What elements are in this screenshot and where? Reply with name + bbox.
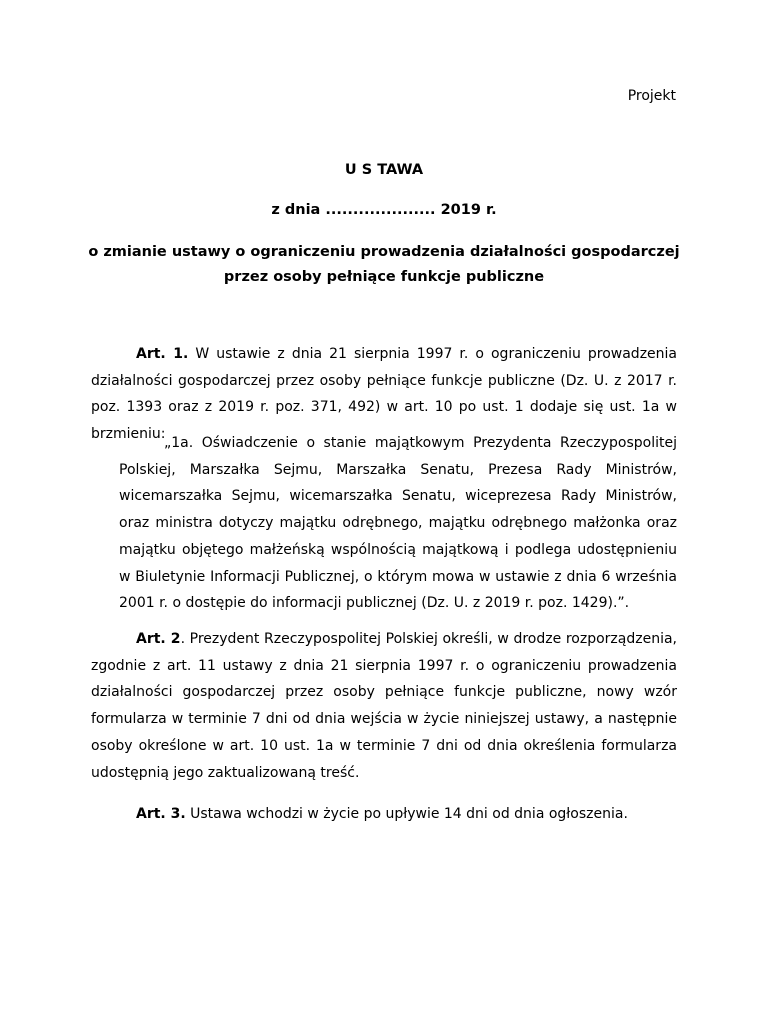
act-subject-line-1: o zmianie ustawy o ograniczeniu prowadzenia działalności gospodarczej xyxy=(88,244,680,260)
act-subject-line-2: przez osoby pełniące funkcje publiczne xyxy=(223,269,545,285)
article-1-label: Art. 1. xyxy=(136,346,189,362)
draft-status-label: Projekt xyxy=(627,88,676,104)
article-3-text: Ustawa wchodzi w życie po upływie 14 dni od dnia ogłoszenia. xyxy=(190,806,628,822)
article-2-label: Art. 2 xyxy=(136,631,181,647)
article-2-text: . Prezydent Rzeczypospolitej Polskiej określi, w drodze rozporządzenia, zgodnie z art. 11 ustawy z dnia 21 sierpnia 1997 r. o ograniczeniu prowadzenia działalności gospodarczej przez osoby pełniące funkcje publiczne, nowy wzór formularza w terminie 7 dni od dnia wejścia w życie niniejszej ustawy, a następnie osoby określone w art. 10 ust. 1a w terminie 7 dni od dnia określenia formularza udostępnią jego zaktualizowaną treść. xyxy=(91,631,677,781)
article-1-text: W ustawie z dnia 21 sierpnia 1997 r. o ograniczeniu prowadzenia działalności gospodarczej przez osoby pełniące funkcje publiczne (Dz. U. z 2017 r. poz. 1393 oraz z 2019 r. poz. 371, 492) w art. 10 po ust. 1 dodaje się ust. 1a w brzmieniu: xyxy=(91,346,677,443)
article-2 xyxy=(91,626,677,786)
article-3 xyxy=(91,801,677,828)
act-title: U S TAWA xyxy=(344,162,424,178)
article-1-quoted-provision: „1a. Oświadczenie o stanie majątkowym Prezydenta Rzeczypospolitej Polskiej, Marszałka Sejmu, Marszałka Senatu, Prezesa Rady Ministrów, wicemarszałka Sejmu, wicemarszałka Senatu, wiceprezesa Rady Ministrów, oraz ministra dotyczy majątku odrębnego, majątku odrębnego małżonka oraz majątku objętego małżeńską wspólnością majątkową i podlega udostępnieniu w Biuletynie Informacji Publicznej, o którym mowa w ustawie z dnia 6 września 2001 r. o dostępie do informacji publicznej (Dz. U. z 2019 r. poz. 1429).”. xyxy=(119,435,677,612)
act-subject xyxy=(0,240,768,290)
article-3-label: Art. 3. xyxy=(136,806,186,822)
act-date-line: z dnia .................... 2019 r. xyxy=(271,202,497,218)
